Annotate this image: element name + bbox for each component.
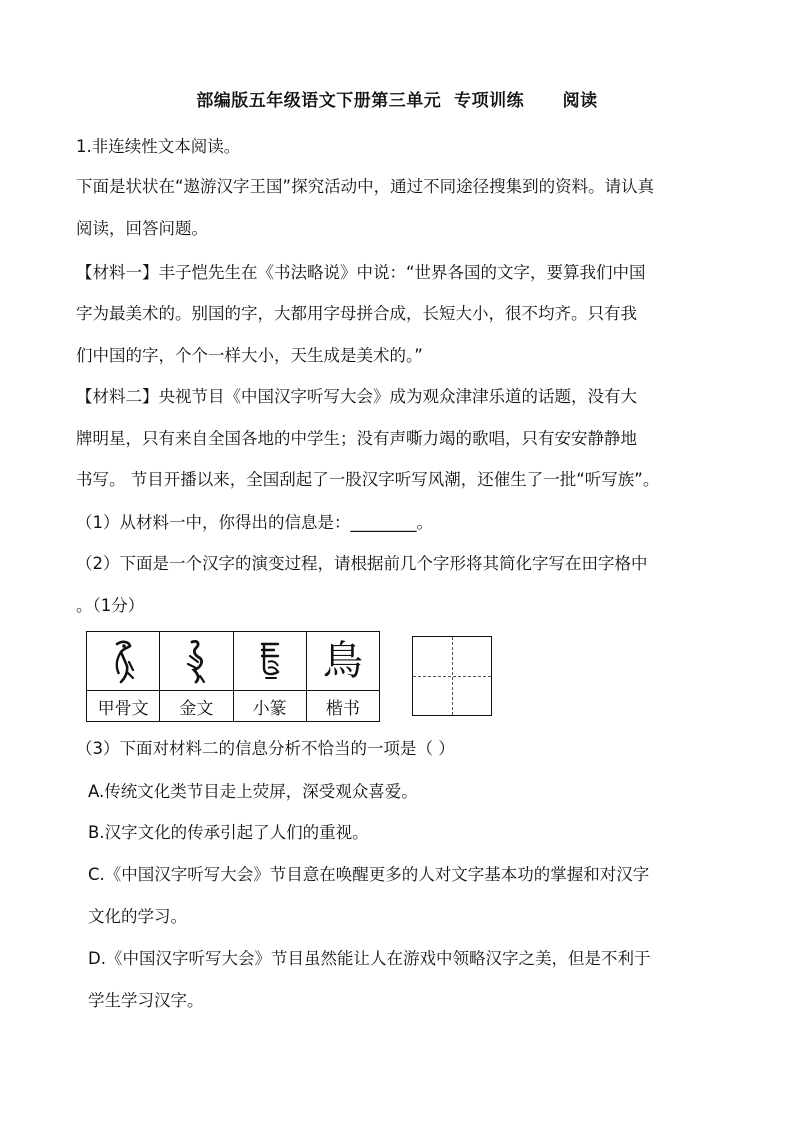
label-small-seal: 小篆 — [233, 691, 306, 722]
label-bronze: 金文 — [160, 691, 233, 722]
option-d-line-2: 学生学习汉字。 — [88, 991, 204, 1010]
option-a: A.传统文化类节目走上荧屏，深受观众喜爱。 — [88, 782, 418, 801]
regular-script-glyph — [306, 632, 379, 691]
subquestion-2-line-1: （2）下面是一个汉字的演变过程，请根据前几个字形将其简化字写在田字格中 — [76, 554, 648, 573]
material-two-line-1: 【材料二】央视节目《中国汉字听写大会》成为观众津津乐道的话题，没有大 — [76, 387, 637, 406]
label-oracle-bone: 甲骨文 — [87, 691, 160, 722]
material-one-line-3: 们中国的字，个个一样大小，天生成是美术的。” — [76, 346, 423, 365]
intro-line-1: 下面是状状在“遨游汉字王国”探究活动中，通过不同途径搜集到的资料。请认真 — [76, 177, 655, 196]
subquestion-3-stem: （3）下面对材料二的信息分析不恰当的一项是（ ） — [76, 739, 455, 758]
subquestion-2-line-2: 。（1分） — [76, 596, 145, 615]
bronze-bird-icon — [176, 636, 216, 686]
option-b: B.汉字文化的传承引起了人们的重视。 — [88, 823, 369, 842]
option-c-line-2: 文化的学习。 — [88, 907, 187, 926]
page-title: 部编版五年级语文下册第三单元 专项训练 阅读 — [196, 91, 598, 111]
option-c-line-1: C.《中国汉字听写大会》节目意在唤醒更多的人对文字基本功的掌握和对汉字 — [88, 865, 650, 884]
seal-bird-icon — [250, 636, 290, 686]
material-two-line-3: 书写。 节目开播以来，全国刮起了一股汉字听写风潮，还催生了一批“听写族”。 — [76, 470, 660, 489]
grid-horizontal-guide — [413, 676, 491, 677]
option-d-line-1: D.《中国汉字听写大会》节目虽然能让人在游戏中领略汉字之美，但是不利于 — [88, 949, 651, 968]
tianzi-grid-answer-box[interactable] — [412, 636, 492, 716]
regular-script-character: 鳥 — [322, 638, 363, 684]
subquestion-1: （1）从材料一中，你得出的信息是：________。 — [76, 513, 433, 532]
material-one-line-1: 【材料一】丰子恺先生在《书法略说》中说：“世界各国的文字，要算我们中国 — [76, 263, 646, 282]
material-two-line-2: 牌明星，只有来自全国各地的中学生；没有声嘶力竭的歌唱，只有安安静静地 — [76, 429, 637, 448]
material-one-line-2: 字为最美术的。别国的字，大都用字母拼合成，长短大小，很不均齐。只有我 — [76, 304, 637, 323]
character-evolution-table — [86, 631, 380, 722]
oracle-bird-icon — [103, 636, 143, 686]
intro-line-2: 阅读，回答问题。 — [76, 219, 208, 238]
question-heading: 1.非连续性文本阅读。 — [76, 137, 241, 156]
label-regular-script: 楷书 — [306, 691, 379, 722]
bronze-glyph — [160, 632, 233, 691]
oracle-bone-glyph — [87, 632, 160, 691]
small-seal-glyph — [233, 632, 306, 691]
